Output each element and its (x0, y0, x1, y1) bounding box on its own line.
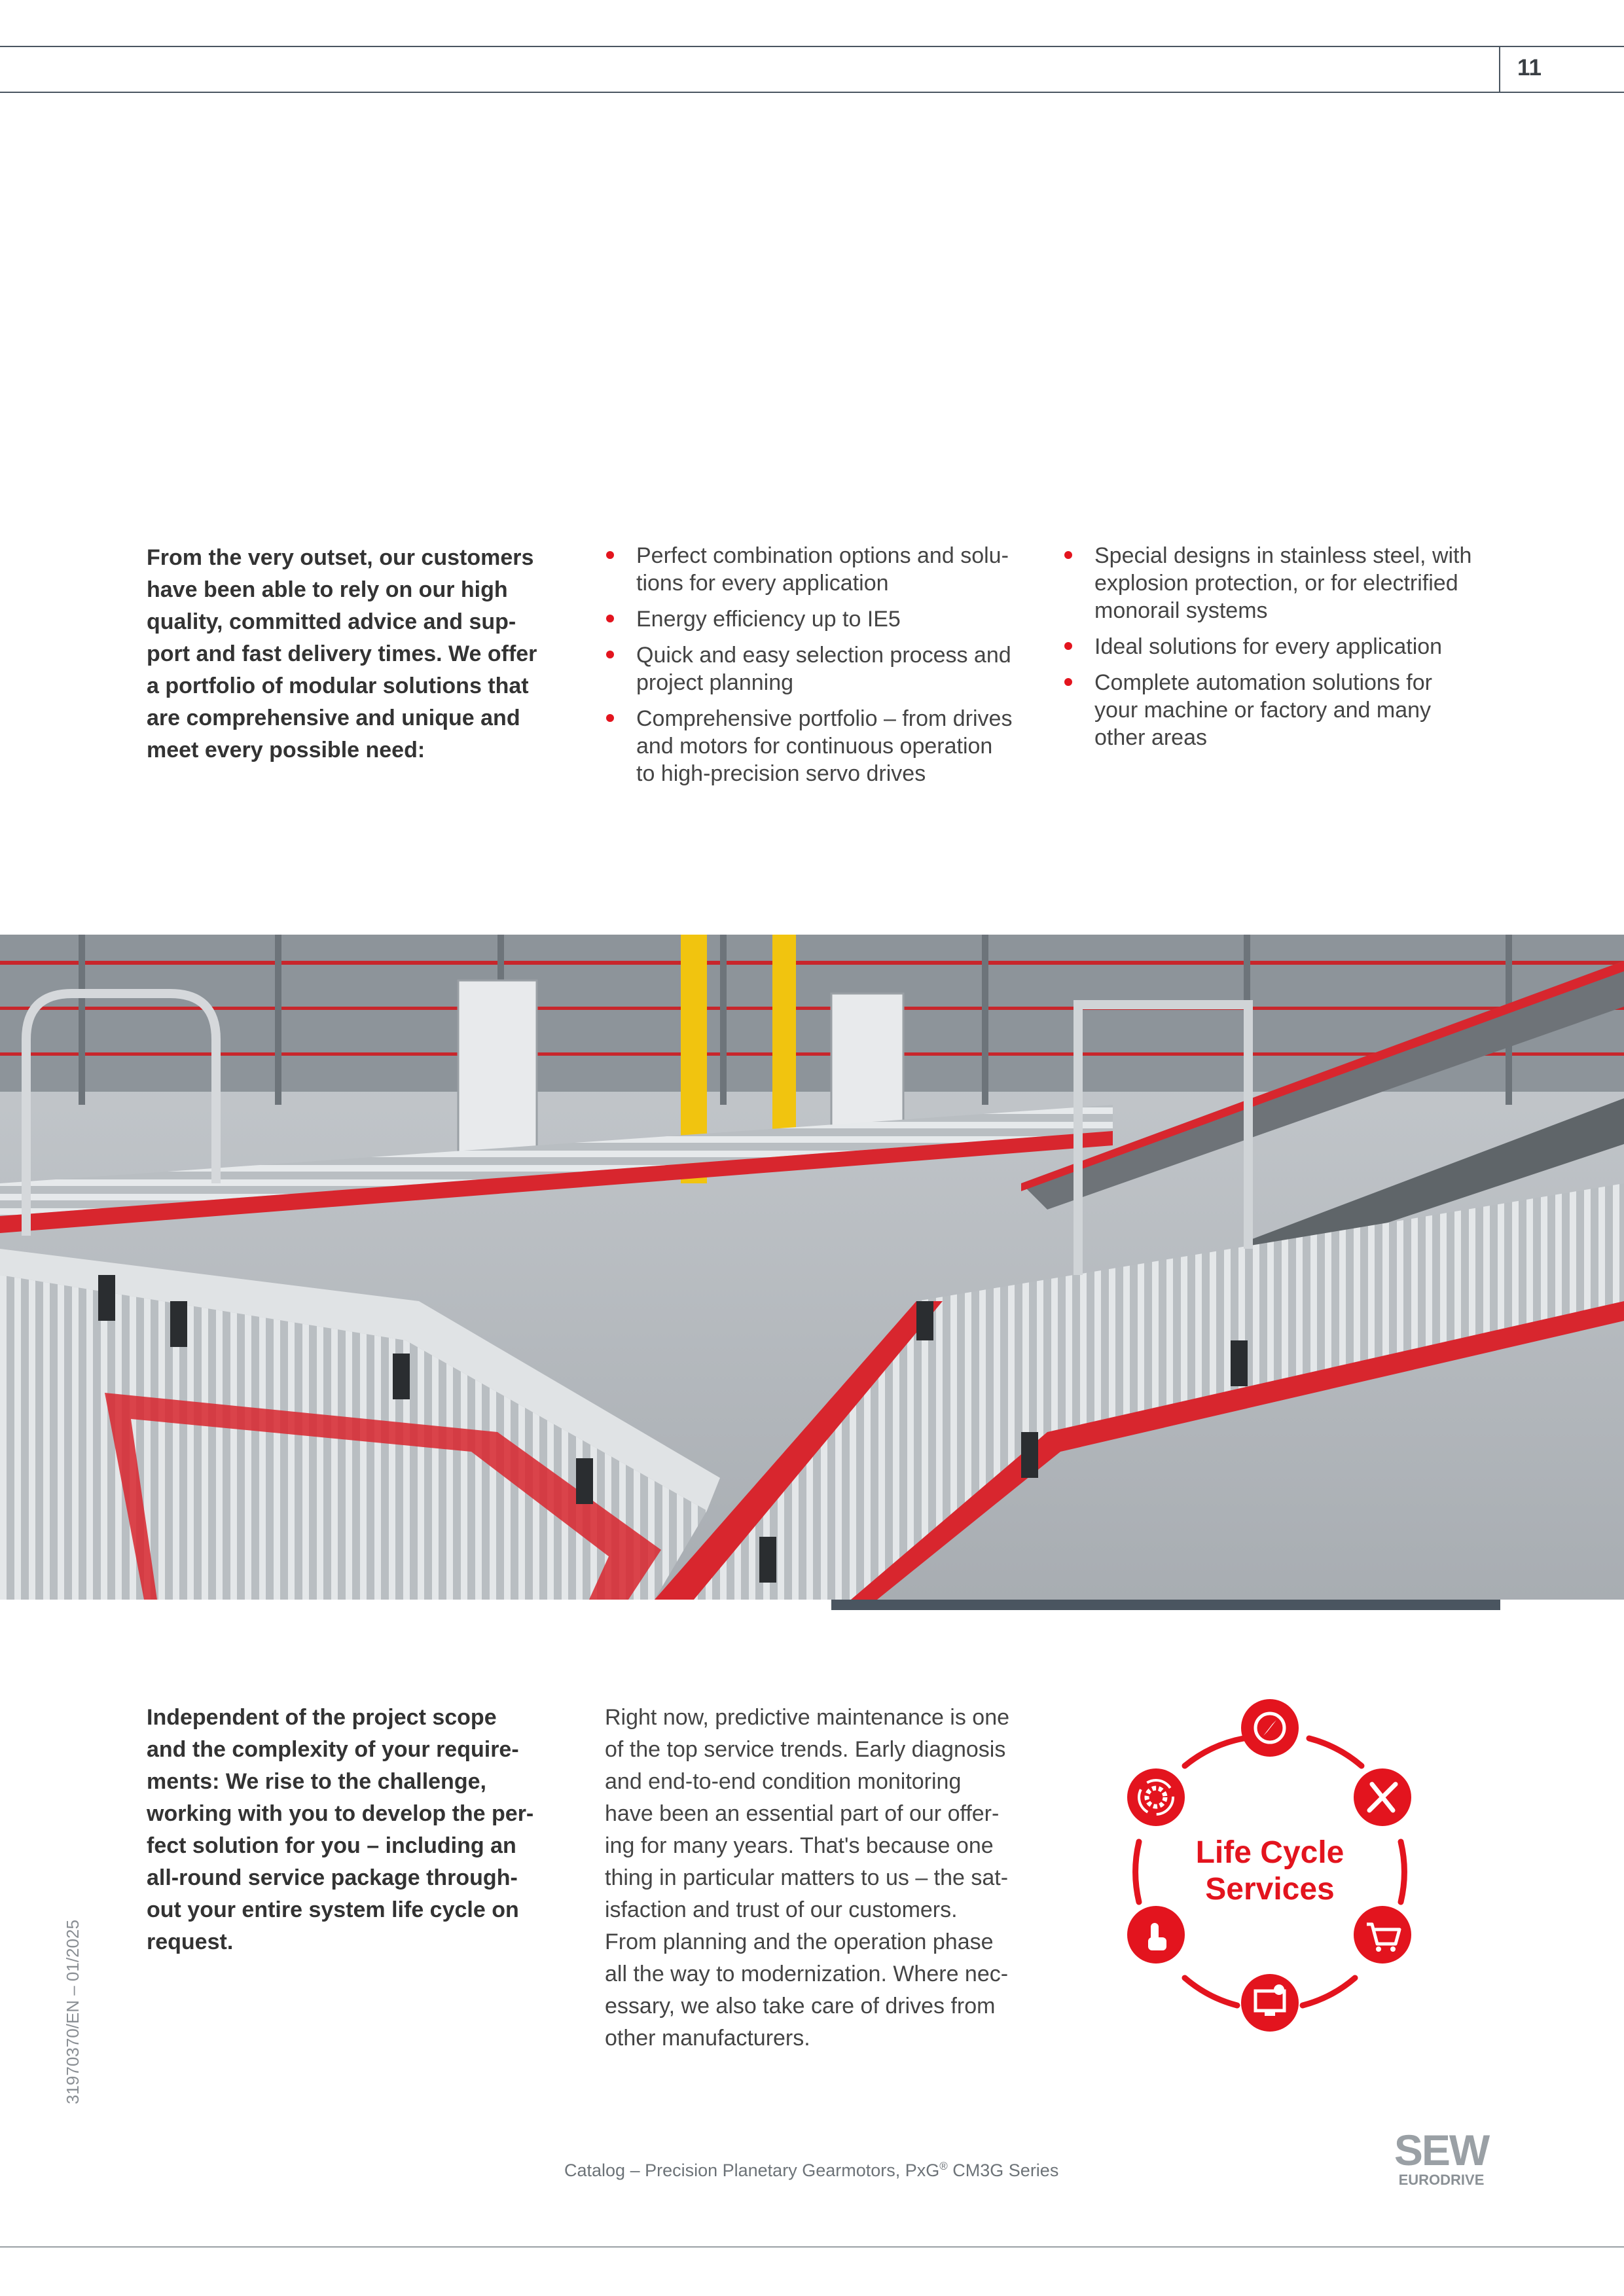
list-item: Special designs in stainless steel, with explosion protection, or for electrified monorail systems (1063, 542, 1508, 624)
touch-icon (1127, 1906, 1185, 1964)
bullet-list-col1 (605, 542, 1037, 796)
conveyor-illustration (0, 935, 1624, 1600)
footer-catalog-title (564, 2160, 1058, 2181)
footer-catalog-reg: ® (939, 2160, 948, 2172)
footer-rule (0, 2246, 1624, 2248)
service-body-text: Right now, predictive maintenance is one of the top service trends. Early diagnosis and end-to-end condition monitoring have been an essential part of our offer- ing for many years. That's because one thing in particular matters to us – the sat- isfaction and trust of our customers. From planning and the operation phase all the way to modernization. Where nec- essary, we also take care of drives from other manufacturers. (605, 1705, 1010, 2051)
life-cycle-title-line1: Life Cycle (1195, 1835, 1344, 1870)
logo-eurodrive: EURODRIVE (1398, 2172, 1485, 2188)
logo-sew: SEW (1394, 2126, 1489, 2174)
tools-icon (1354, 1768, 1411, 1826)
service-bold-text: Independent of the project scope and the complexity of your require- ments: We rise to the challenge, working with you to develop the per- fect solution for you – including an all-round service package through- out your entire system life cycle on request. (147, 1705, 534, 1954)
document-code: 31970370/EN – 01/2025 (63, 1920, 82, 2104)
life-cycle-title-line2: Services (1205, 1872, 1335, 1907)
compass-icon (1241, 1699, 1299, 1757)
list-item: Energy efficiency up to IE5 (605, 605, 1037, 633)
list-item: Complete automation solutions for your machine or factory and many other areas (1063, 669, 1508, 751)
page-number-divider (1499, 46, 1500, 93)
cart-icon (1354, 1906, 1411, 1964)
page-number: 11 (1517, 55, 1542, 81)
bullet-list-col2 (1063, 542, 1508, 760)
gear-cycle-icon (1127, 1768, 1185, 1826)
footer-catalog-prefix: Catalog – Precision Planetary Gearmotors, PxG (564, 2161, 940, 2180)
sew-eurodrive-logo (1382, 2126, 1500, 2191)
conveyor-photo (0, 935, 1624, 1600)
list-item: Ideal solutions for every application (1063, 633, 1508, 660)
list-item: Quick and easy selection process and project planning (605, 641, 1037, 696)
header-rule-top (0, 46, 1624, 47)
footer-catalog-suffix: CM3G Series (947, 2161, 1059, 2180)
list-item: Comprehensive portfolio – from drives and motors for continuous operation to high-precision servo drives (605, 705, 1037, 787)
header-rule-bottom (0, 92, 1624, 93)
intro-text: From the very outset, our customers have been able to rely on our high quality, committed advice and sup- port and fast delivery times. We offer a portfolio of modular solutions that are comprehensive and unique and meet every possible need: (147, 545, 537, 762)
monitor-gear-icon (1241, 1974, 1299, 2032)
life-cycle-services-graphic (1113, 1695, 1427, 2036)
list-item: Perfect combination options and solu- tions for every application (605, 542, 1037, 597)
photo-accent-bar (831, 1600, 1500, 1610)
